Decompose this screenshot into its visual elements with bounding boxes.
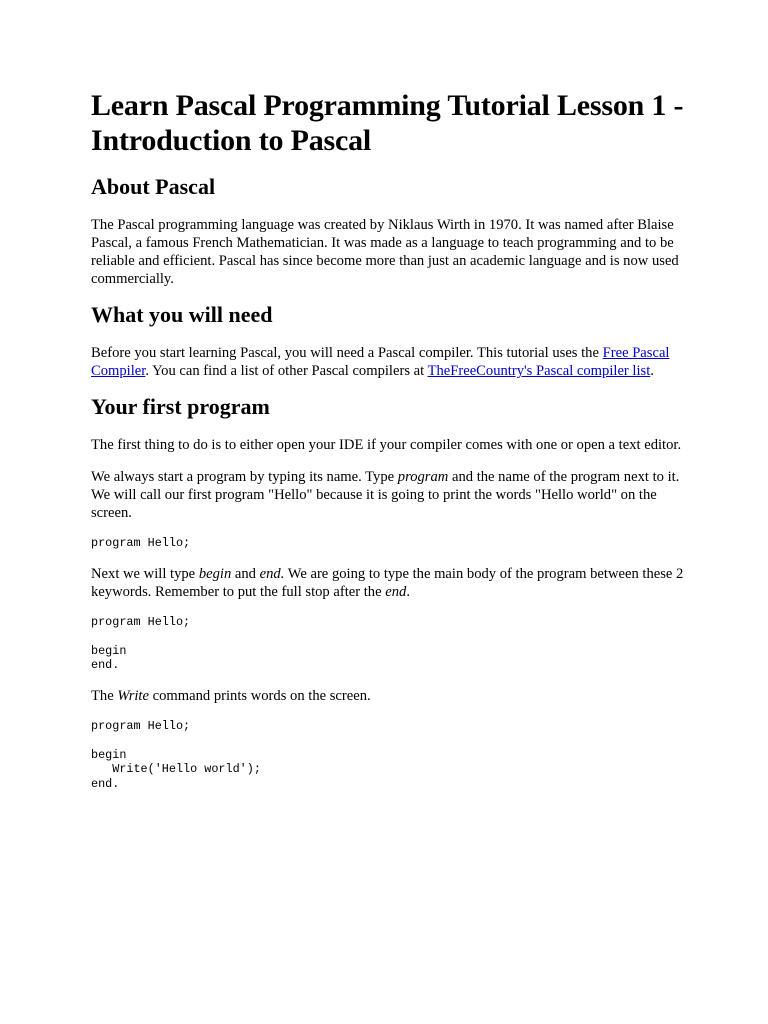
page-title: Learn Pascal Programming Tutorial Lesson 1 - Introduction to Pascal (91, 89, 684, 157)
p2-text-before: We always start a program by typing its name. Type (91, 469, 398, 485)
first-paragraph-3 (91, 565, 691, 601)
p4-keyword-write: Write (117, 687, 149, 704)
p3-text-mid1: and (231, 565, 260, 582)
code-block-2: program Hello; begin end. (91, 614, 191, 672)
compiler-list-link[interactable]: TheFreeCountry's Pascal compiler list (427, 363, 651, 379)
need-text-before: Before you start learning Pascal, you will need a Pascal compiler. This tutorial uses the (91, 345, 603, 361)
p3-keyword-end-2: end (385, 583, 407, 600)
need-paragraph (91, 344, 691, 380)
first-paragraph-4 (91, 687, 691, 705)
p3-text-mid2: We are going to type the main body of the program between these 2 keywords. Remember to put the full stop after the (91, 565, 684, 600)
section-heading-need: What you will need (91, 302, 273, 327)
p3-text-before: Next we will type (91, 565, 199, 582)
section-about (91, 174, 691, 288)
section-first-program (91, 394, 691, 791)
document-page (91, 88, 691, 805)
p3-keyword-begin: begin (198, 565, 232, 582)
code-block-3: program Hello; begin Write('Hello world'); end. (91, 718, 261, 791)
first-paragraph-1: The first thing to do is to either open your IDE if your compiler comes with one or open a text editor. (91, 437, 682, 453)
section-heading-first-program: Your first program (91, 394, 270, 419)
p2-keyword-program: program (397, 469, 449, 485)
section-what-you-need (91, 302, 691, 380)
p3-text-after: . (406, 583, 410, 600)
about-paragraph: The Pascal programming language was created by Niklaus Wirth in 1970. It was named after Blaise Pascal, a famous French Mathematician. It was made as a language to teach programming and to be reliable and efficient. Pascal has since become more than just an academic language and is now used commercially. (91, 217, 679, 287)
code-block-1: program Hello; (91, 536, 191, 550)
free-pascal-compiler-link[interactable]: Free Pascal Compiler (91, 345, 670, 379)
p2-text-after: and the name of the program next to it. We will call our first program "Hello" because it is going to print the words "Hello world" on the screen. (91, 469, 680, 521)
p3-keyword-end: end. (259, 565, 285, 582)
section-heading-about: About Pascal (91, 174, 216, 199)
p4-text-after: command prints words on the screen. (148, 687, 371, 704)
first-paragraph-2 (91, 468, 691, 522)
need-text-after: . (650, 363, 654, 379)
p4-text-before: The (91, 687, 118, 704)
need-text-middle: . You can find a list of other Pascal compilers at (145, 363, 428, 379)
